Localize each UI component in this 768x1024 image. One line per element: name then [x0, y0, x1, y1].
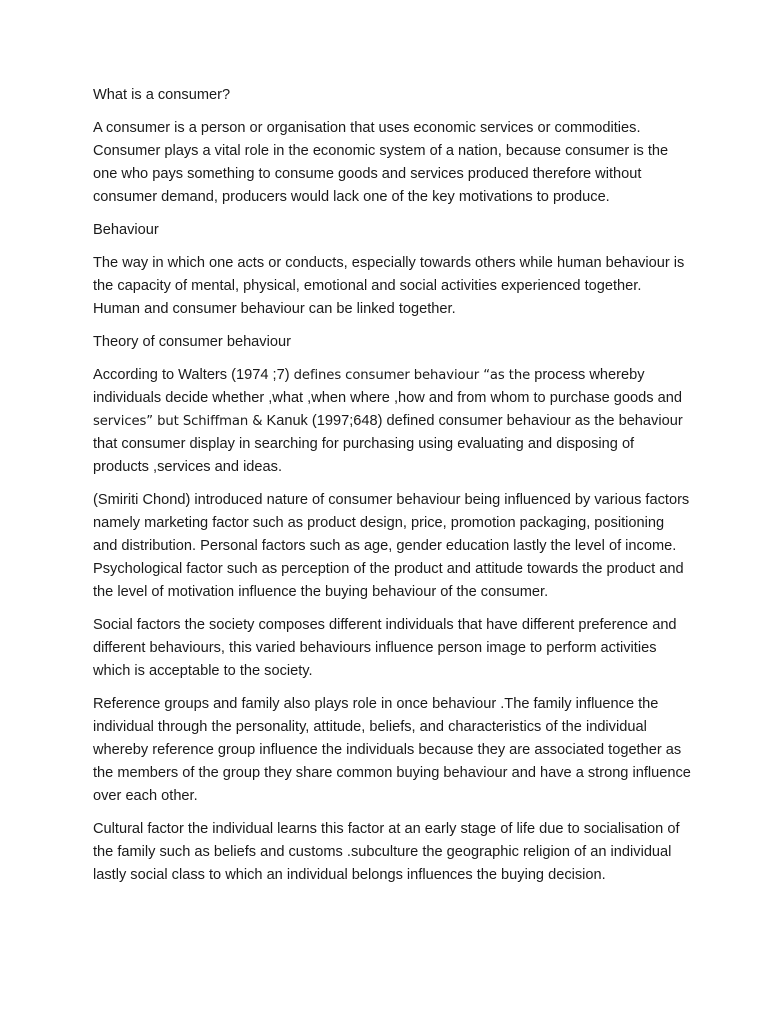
paragraph-cultural-factor [93, 818, 693, 887]
text-line: individuals decide whether ,what ,when where ,how and from whom to purchase goods and [93, 390, 682, 406]
text-line: one who pays something to consume goods and services produced therefore without [93, 166, 642, 182]
paragraph-social-factors [93, 614, 693, 683]
text-line: Human and consumer behaviour can be linked together. [93, 301, 456, 317]
text-segment-quote: defines consumer behaviour “as the [289, 368, 535, 383]
text-line: and distribution. Personal factors such as age, gender education lastly the level of income. [93, 538, 677, 554]
text-line: over each other. [93, 788, 198, 804]
text-line: The way in which one acts or conducts, especially towards others while human behaviour is [93, 255, 685, 271]
text-line: Social factors the society composes different individuals that have different preference and [93, 617, 677, 633]
paragraph-behaviour-definition [93, 252, 693, 321]
text-line: the capacity of mental, physical, emotional and social activities experienced together. [93, 278, 642, 294]
text-line: Psychological factor such as perception of the product and attitude towards the product and [93, 561, 684, 577]
text-line: (Smiriti Chond) introduced nature of consumer behaviour being influenced by various factors [93, 492, 690, 508]
text-line: the level of motivation influence the buying behaviour of the consumer. [93, 584, 549, 600]
heading-what-is-consumer: What is a consumer? [93, 87, 231, 103]
text-line: consumer demand, producers would lack one of the key motivations to produce. [93, 189, 610, 205]
paragraph-consumer-definition [93, 117, 693, 209]
text-segment: process whereby [534, 367, 645, 383]
text-line: the family such as beliefs and customs .subculture the geographic religion of an individual [93, 844, 672, 860]
text-segment: Kanuk (1997;648) defined consumer behaviour as the behaviour [262, 413, 683, 429]
text-line: namely marketing factor such as product design, price, promotion packaging, positioning [93, 515, 665, 531]
text-line: Cultural factor the individual learns this factor at an early stage of life due to socialisation of [93, 821, 680, 837]
text-line: different behaviours, this varied behaviours influence person image to perform activities [93, 640, 657, 656]
text-line: products ,services and ideas. [93, 459, 283, 475]
text-line: Reference groups and family also plays role in once behaviour .The family influence the [93, 696, 659, 712]
text-line: individual through the personality, attitude, beliefs, and characteristics of the individual [93, 719, 647, 735]
text-line: A consumer is a person or organisation that uses economic services or commodities. [93, 120, 641, 136]
paragraph-reference-groups [93, 693, 693, 808]
paragraph-walters-schiffman [93, 364, 693, 479]
text-line: Consumer plays a vital role in the economic system of a nation, because consumer is the [93, 143, 669, 159]
text-line [93, 410, 693, 433]
text-line [93, 364, 693, 387]
text-line: which is acceptable to the society. [93, 663, 313, 679]
heading-behaviour: Behaviour [93, 222, 159, 238]
text-line: that consumer display in searching for purchasing using evaluating and disposing of [93, 436, 635, 452]
heading-theory-of-consumer-behaviour: Theory of consumer behaviour [93, 334, 291, 350]
text-line: the members of the group they share common buying behaviour and have a strong influence [93, 765, 691, 781]
document-body [93, 84, 693, 897]
text-line: whereby reference group influence the individuals because they are associated together as [93, 742, 682, 758]
text-segment-quote: services” but Schiffman & [93, 414, 263, 429]
paragraph-smiriti-chond [93, 489, 693, 604]
text-segment: According to Walters (1974 ;7) [93, 367, 290, 383]
text-line: lastly social class to which an individual belongs influences the buying decision. [93, 867, 606, 883]
